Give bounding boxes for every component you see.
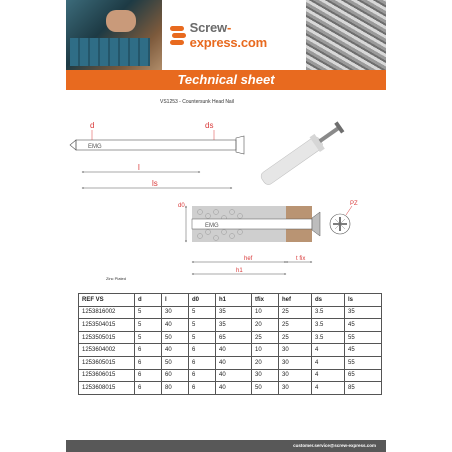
cell-tfix: 25 (252, 331, 279, 344)
col-header-d0: d0 (189, 294, 216, 307)
cell-ls: 85 (345, 382, 382, 395)
cell-tfix: 20 (252, 356, 279, 369)
side-view-nail (70, 130, 244, 154)
col-header-ref: REF VS (79, 294, 135, 307)
cell-tfix: 10 (252, 306, 279, 319)
cell-d: 5 (135, 306, 162, 319)
cell-d0: 6 (189, 356, 216, 369)
cell-h1: 40 (216, 369, 252, 382)
cell-d: 5 (135, 331, 162, 344)
cell-h1: 40 (216, 344, 252, 357)
label-l: l (138, 163, 140, 172)
label-ls: ls (152, 179, 158, 188)
cell-ref: 1253606015 (79, 369, 135, 382)
cell-l: 60 (162, 369, 189, 382)
label-d: d (90, 121, 95, 130)
cell-d: 6 (135, 356, 162, 369)
cell-hef: 30 (279, 356, 312, 369)
col-header-h1: h1 (216, 294, 252, 307)
cell-l: 50 (162, 331, 189, 344)
cell-hef: 30 (279, 369, 312, 382)
cell-tfix: 10 (252, 344, 279, 357)
cell-d0: 5 (189, 331, 216, 344)
table-row (79, 306, 382, 319)
cell-ref: 1253604002 (79, 344, 135, 357)
label-ds: ds (205, 121, 214, 130)
cell-tfix: 20 (252, 319, 279, 332)
footer-email-link[interactable]: customer.service@screw-express.com (293, 443, 376, 448)
table-row (79, 369, 382, 382)
cell-ref: 1253605015 (79, 356, 135, 369)
cell-ds: 3.5 (312, 319, 345, 332)
table-row (79, 344, 382, 357)
col-header-hef: hef (279, 294, 312, 307)
cell-ds: 3.5 (312, 331, 345, 344)
label-h1: h1 (236, 268, 243, 274)
table-row (79, 331, 382, 344)
cell-ls: 55 (345, 331, 382, 344)
cell-l: 40 (162, 344, 189, 357)
cell-ds: 4 (312, 382, 345, 395)
label-hef: hef (244, 256, 253, 262)
section-view (192, 206, 320, 242)
cell-d: 6 (135, 344, 162, 357)
cell-l: 30 (162, 306, 189, 319)
col-header-d: d (135, 294, 162, 307)
col-header-tfix: tfix (252, 294, 279, 307)
cell-ls: 45 (345, 319, 382, 332)
cell-ref: 1253608015 (79, 382, 135, 395)
svg-text:EMG: EMG (88, 144, 102, 150)
cell-tfix: 50 (252, 382, 279, 395)
product-title: VS1253 - Countersunk Head Nail (160, 99, 234, 105)
cell-ls: 35 (345, 306, 382, 319)
cell-d0: 6 (189, 382, 216, 395)
cell-ref: 1253504015 (79, 319, 135, 332)
cell-tfix: 30 (252, 369, 279, 382)
cell-hef: 30 (279, 344, 312, 357)
cell-ref: 1253505015 (79, 331, 135, 344)
col-header-ds: ds (312, 294, 345, 307)
footer-bar (66, 440, 386, 452)
cell-d: 6 (135, 369, 162, 382)
cell-h1: 35 (216, 306, 252, 319)
cell-ls: 45 (345, 344, 382, 357)
cell-l: 40 (162, 319, 189, 332)
table-header-row (79, 294, 382, 307)
cell-h1: 35 (216, 319, 252, 332)
cell-ls: 55 (345, 356, 382, 369)
cell-d0: 5 (189, 306, 216, 319)
cell-d: 6 (135, 382, 162, 395)
cell-h1: 40 (216, 382, 252, 395)
cell-ref: 1253816002 (79, 306, 135, 319)
cell-ds: 4 (312, 369, 345, 382)
cell-ds: 4 (312, 344, 345, 357)
cell-h1: 40 (216, 356, 252, 369)
product-render (258, 119, 346, 188)
cell-d0: 6 (189, 344, 216, 357)
svg-text:EMG: EMG (205, 223, 219, 229)
cell-hef: 25 (279, 331, 312, 344)
table-row (79, 382, 382, 395)
logo-text-part1: Screw (189, 20, 227, 35)
cell-ds: 4 (312, 356, 345, 369)
page-title: Technical sheet (66, 70, 386, 90)
table-row (79, 319, 382, 332)
col-header-ls: ls (345, 294, 382, 307)
cell-ls: 65 (345, 369, 382, 382)
label-tfix: t fix (296, 256, 306, 262)
cell-d0: 6 (189, 369, 216, 382)
cell-hef: 30 (279, 382, 312, 395)
spec-table (78, 293, 382, 395)
cell-d: 5 (135, 319, 162, 332)
cell-d0: 5 (189, 319, 216, 332)
cell-ds: 3.5 (312, 306, 345, 319)
label-pz: PZ (350, 201, 358, 207)
cell-l: 80 (162, 382, 189, 395)
cell-l: 50 (162, 356, 189, 369)
logo-text-part2: -express.com (189, 20, 267, 50)
label-d0: d0 (178, 203, 185, 209)
pz-head-icon (330, 206, 352, 234)
cell-hef: 25 (279, 319, 312, 332)
table-row (79, 356, 382, 369)
col-header-l: l (162, 294, 189, 307)
cell-hef: 25 (279, 306, 312, 319)
finish-label: Zinc Plated (106, 276, 127, 281)
cell-h1: 65 (216, 331, 252, 344)
